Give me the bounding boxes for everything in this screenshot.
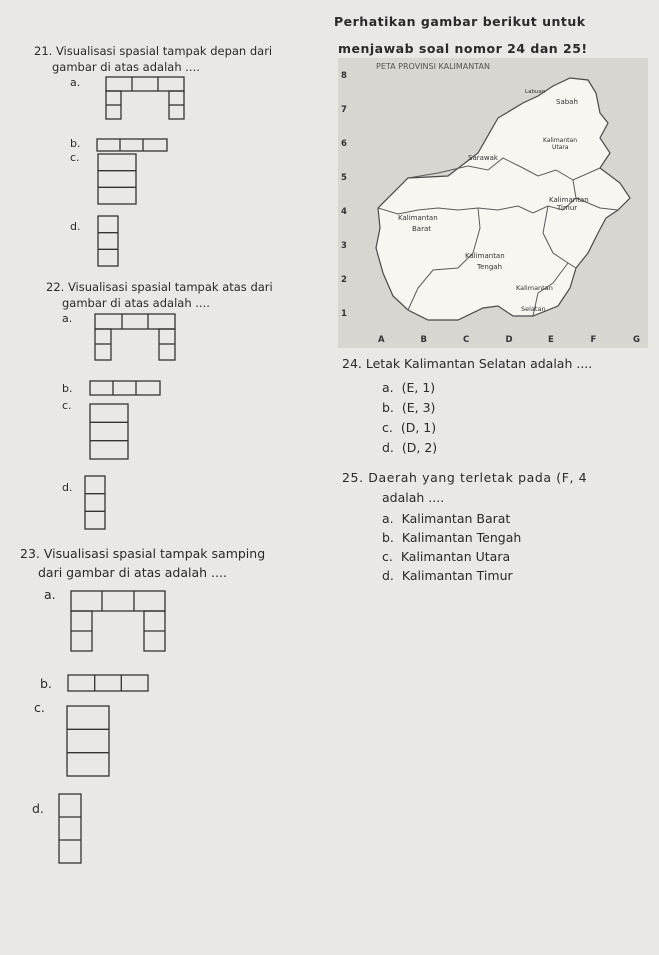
q24-option-a[interactable] xyxy=(382,380,435,395)
label-kalbar-1: Kalimantan xyxy=(398,214,438,222)
y-axis-label: 1 xyxy=(341,309,347,319)
q25-option-a[interactable] xyxy=(382,511,510,526)
q23-question: 23. Visualisasi spasial tampak samping xyxy=(20,546,266,561)
x-axis-label: F xyxy=(590,335,597,345)
q21-question: 21. Visualisasi spasial tampak depan dari xyxy=(34,44,273,58)
q25-option-b-letter: b. xyxy=(382,530,394,545)
q25-option-d-letter: d. xyxy=(382,568,394,583)
q22-option-c-label[interactable]: c. xyxy=(62,399,72,412)
label-kaltara-2: Utara xyxy=(552,144,569,151)
q21-option-d-label[interactable]: d. xyxy=(70,220,81,233)
y-axis-label: 5 xyxy=(341,173,347,183)
label-kaltim-1: Kalimantan xyxy=(549,196,589,204)
y-axis-label: 8 xyxy=(341,71,347,81)
intro-line2: menjawab soal nomor 24 dan 25! xyxy=(338,41,588,56)
label-kalteng-1: Kalimantan xyxy=(465,252,505,260)
x-axis-label: G xyxy=(633,335,640,345)
q25-option-d-text: Kalimantan Timur xyxy=(401,568,513,583)
q21-option-c-label[interactable]: c. xyxy=(70,151,80,164)
q24-option-d-letter: d. xyxy=(382,440,394,455)
q21-option-a-figure[interactable] xyxy=(106,77,186,122)
q22-option-b-figure[interactable] xyxy=(90,381,162,397)
q25-option-c[interactable] xyxy=(382,549,510,564)
q24-option-d[interactable] xyxy=(382,440,437,455)
q22-option-c-figure[interactable] xyxy=(90,404,130,461)
q22-question-line2: gambar di atas adalah .... xyxy=(62,296,210,310)
q21-question-line2: gambar di atas adalah .... xyxy=(52,60,200,74)
q25-option-a-text: Kalimantan Barat xyxy=(401,511,511,526)
q21-option-b-label[interactable]: b. xyxy=(70,137,81,150)
x-axis-label: A xyxy=(378,335,385,345)
q21-option-d-figure[interactable] xyxy=(98,216,120,268)
label-kalsel-1: Kalimantan xyxy=(516,284,553,292)
y-axis-label: 3 xyxy=(341,241,347,251)
q24-option-b[interactable] xyxy=(382,400,435,415)
label-kaltim-2: Timur xyxy=(557,204,578,212)
label-kaltara-1: Kalimantan xyxy=(543,137,577,144)
q22-option-b-label[interactable]: b. xyxy=(62,382,73,395)
y-axis-label: 6 xyxy=(341,139,347,149)
q22-option-d-figure[interactable] xyxy=(85,476,107,531)
q21-option-a-label[interactable]: a. xyxy=(70,76,81,89)
q23-option-c-figure[interactable] xyxy=(67,706,111,778)
q25-option-c-letter: c. xyxy=(382,549,393,564)
q25-question-line2: adalah .... xyxy=(382,490,445,505)
intro-line1: Perhatikan gambar berikut untuk xyxy=(334,14,586,29)
q22-question: 22. Visualisasi spasial tampak atas dari xyxy=(46,280,273,294)
q24-option-d-text: (D, 2) xyxy=(401,440,438,455)
label-kalsel-2: Selatan xyxy=(521,305,546,313)
q25-option-b-text: Kalimantan Tengah xyxy=(401,530,522,545)
q22-option-a-label[interactable]: a. xyxy=(62,312,73,325)
map-title: PETA PROVINSI KALIMANTAN xyxy=(376,62,490,71)
y-axis-label: 2 xyxy=(341,275,347,285)
x-axis-label: B xyxy=(420,335,427,345)
q23-question-line2: dari gambar di atas adalah .... xyxy=(38,565,227,580)
q24-question: 24. Letak Kalimantan Selatan adalah .... xyxy=(342,356,593,371)
q23-option-d-label[interactable]: d. xyxy=(32,801,44,816)
q23-option-c-label[interactable]: c. xyxy=(34,700,45,715)
q23-option-a-figure[interactable] xyxy=(71,591,167,653)
q25-option-d[interactable] xyxy=(382,568,513,583)
q23-option-d-figure[interactable] xyxy=(59,794,83,865)
x-axis-label: D xyxy=(505,335,513,345)
x-axis-label: E xyxy=(548,335,554,345)
q24-option-c[interactable] xyxy=(382,420,436,435)
label-kalteng-2: Tengah xyxy=(477,263,502,271)
q23-option-b-label[interactable]: b. xyxy=(40,676,52,691)
q25-question: 25. Daerah yang terletak pada (F, 4 xyxy=(342,470,588,485)
q24-option-a-letter: a. xyxy=(382,380,394,395)
label-kalbar-2: Barat xyxy=(412,225,432,233)
q24-option-b-letter: b. xyxy=(382,400,394,415)
q24-option-c-letter: c. xyxy=(382,420,393,435)
kalimantan-map xyxy=(338,58,648,348)
q22-option-a-figure[interactable] xyxy=(95,314,177,362)
y-axis-label: 7 xyxy=(341,105,347,115)
q24-option-a-text: (E, 1) xyxy=(401,380,436,395)
q21-option-b-figure[interactable] xyxy=(97,139,169,153)
q23-option-b-figure[interactable] xyxy=(68,675,150,693)
q24-option-c-text: (D, 1) xyxy=(400,420,437,435)
q22-option-d-label[interactable]: d. xyxy=(62,481,73,494)
q25-option-a-letter: a. xyxy=(382,511,394,526)
q21-option-c-figure[interactable] xyxy=(98,154,138,206)
q25-option-c-text: Kalimantan Utara xyxy=(400,549,511,564)
q24-option-b-text: (E, 3) xyxy=(401,400,436,415)
label-sabah: Sabah xyxy=(556,98,578,106)
x-axis-label: C xyxy=(463,335,470,345)
label-sarawak: Sarawak xyxy=(468,154,498,162)
q25-option-b[interactable] xyxy=(382,530,521,545)
q23-option-a-label[interactable]: a. xyxy=(44,587,56,602)
y-axis-label: 4 xyxy=(341,207,347,217)
label-labuan: Labuan xyxy=(525,89,546,95)
